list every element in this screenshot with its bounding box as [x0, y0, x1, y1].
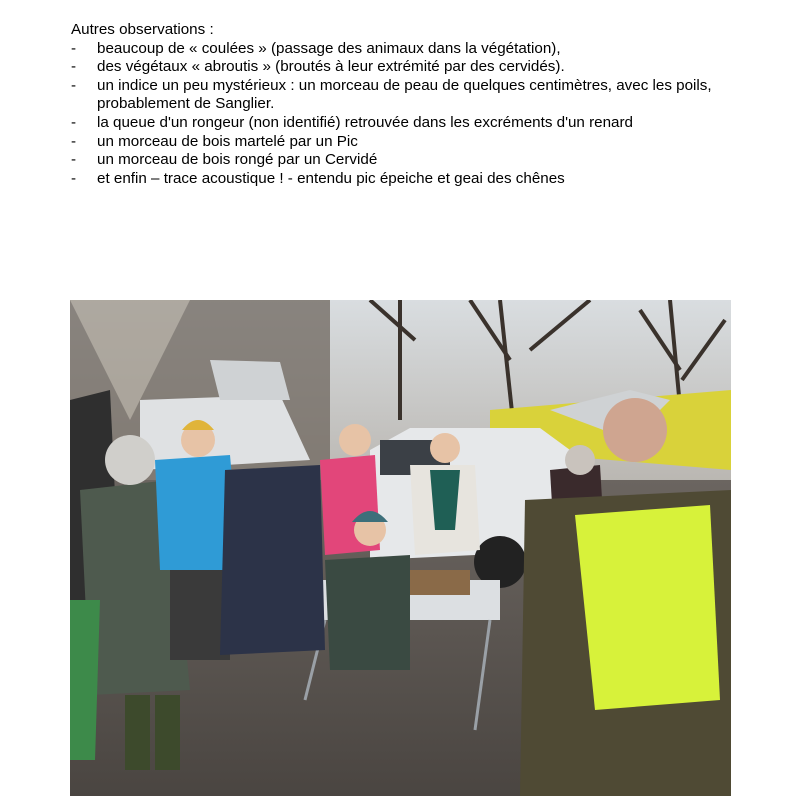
group-photo [70, 300, 731, 796]
list-item: - beaucoup de « coulées » (passage des animaux dans la végétation), [71, 40, 751, 59]
observations-heading: Autres observations : [71, 21, 214, 38]
observations-list [71, 40, 751, 189]
list-item: - des végétaux « abroutis » (broutés à leur extrémité par des cervidés). [71, 58, 751, 77]
list-item: - un morceau de bois martelé par un Pic [71, 133, 751, 152]
table-items [410, 570, 470, 595]
list-item: - un indice un peu mystérieux : un morceau de peau de quelques centimètres, avec les poils, probablement de Sanglier. [71, 77, 751, 114]
list-item: - et enfin – trace acoustique ! - entendu pic épeiche et geai des chênes [71, 170, 751, 189]
list-item: - la queue d'un rongeur (non identifié) retrouvée dans les excréments d'un renard [71, 114, 751, 133]
group-photo-illustration [70, 300, 731, 796]
observations-section [71, 21, 751, 188]
list-item: - un morceau de bois rongé par un Cervidé [71, 151, 751, 170]
second-tailgate [210, 360, 290, 400]
